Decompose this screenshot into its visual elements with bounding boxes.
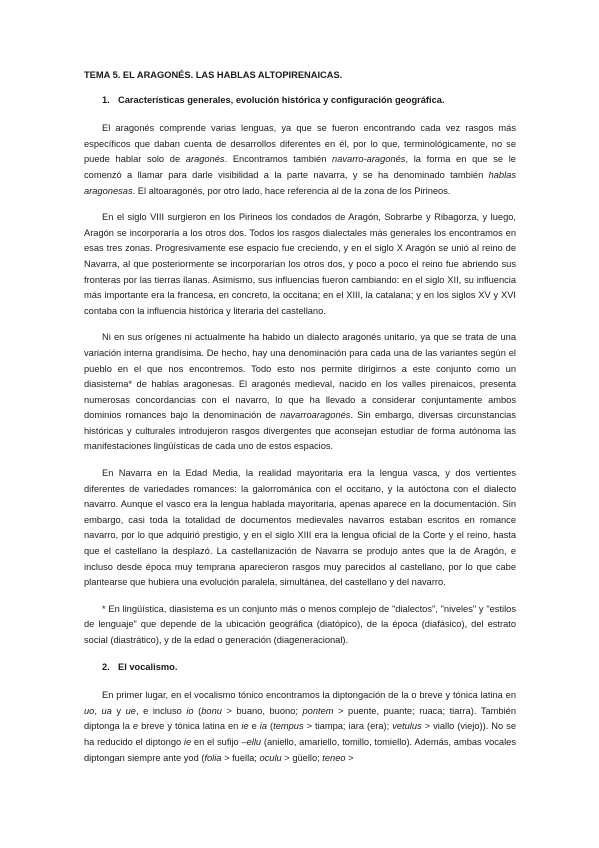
section-title: Características generales, evolución histórica y configuración geográfica.: [118, 94, 445, 105]
section-heading-2: [102, 660, 516, 676]
italic-term: tempus: [273, 721, 304, 732]
paragraph-5: En primer lugar, en el vocalismo tónico encontramos la diptongación de la o breve y tónica latina en uo, ua y ue, e incluso io (bonu > buano, buono; pontem > puente, puante; ruaca; tiarra). También diptonga la e breve y tónica latina en ie e ia (tempus > tiampa; iara (era); vetulus > viallo (viejo)). No se ha reducido el diptongo ie en el sufijo –ellu (aniello, amariello, tomillo, tomiello). Además, ambas vocales diptongan siempre ante yod (folia > fuella; oculu > güello; teneo >: [84, 690, 516, 763]
italic-term: ua: [101, 705, 112, 716]
paragraph-2: En el siglo VIII surgieron en los Pirineos los condados de Aragón, Sobrarbe y Ribagorza, y luego, Aragón se incorporaría a los otros dos. Todos los rasgos dialectales más generales los encontramos en esas tres zonas. Progresivamente ese espacio fue creciendo, y en el siglo X Aragón se unió al reino de Navarra, al que posteriormente se incorporarían los otros dos, y poco a poco el reino fue abriendo sus fronteras por las tierras llanas. Asimismo, sus influencias fueron cambiando: en el siglo XII, su influencia más importante era la francesa, en concreto, la occitana; en el XIII, la catalana; y en los siglos XV y XVI contaba con la influencia histórica y literaria del castellano.: [84, 212, 516, 316]
italic-term: teneo: [322, 752, 346, 763]
italic-term: bonu: [201, 705, 222, 716]
section-title: El vocalismo.: [118, 661, 178, 672]
italic-term: ie: [183, 736, 192, 747]
italic-term: vetulus: [392, 721, 422, 732]
italic-term: ellu: [246, 736, 262, 747]
italic-term: hablas aragonesas: [84, 169, 516, 196]
italic-term: aragonés: [185, 154, 225, 165]
italic-term: io: [186, 705, 194, 716]
italic-term: ue: [125, 705, 136, 716]
italic-term: folia: [204, 752, 222, 763]
paragraph-4: En Navarra en la Edad Media, la realidad mayoritaria era la lengua vasca, y dos vertientes diferentes de variedades romances: la galorrománica con el occitano, y la autóctona con el dialecto navarro. Aunque el vasco era la lengua hablada mayoritaria, apenas aparece en la documentación. Sin embargo, casi toda la totalidad de documentos medievales navarros estaban escritos en romance navarro, por lo que adquirió prestigio, y en el siglo XIII era la lengua oficial de la Corte y el reino, hasta que el castellano la desplazó. La castellanización de Navarra se produjo antes que la de Aragón, e incluso desde época muy temprana aparecieron rasgos muy parecidos al castellano, por lo que cabe plantearse que hubiera una evolución paralela, simultánea, del castellano y del navarro.: [84, 468, 516, 588]
section-number: 2.: [102, 661, 110, 672]
italic-term: pontem: [302, 705, 334, 716]
footnote-diasistema: * En lingüística, diasistema es un conjunto más o menos complejo de "dialectos", "niveles" y "estilos de lenguaje" que depende de la ubicación geográfica (diatópico), de la época (diafásico), del estrato social (diastrático), y de la edad o generación (diageneracional).: [84, 603, 516, 645]
italic-term: ie: [241, 721, 249, 732]
document-page: [84, 68, 516, 777]
italic-term: uo: [84, 705, 95, 716]
italic-term: ia: [259, 721, 268, 732]
italic-term: e: [132, 721, 139, 732]
italic-term: navarro-aragonés: [332, 154, 406, 165]
italic-term: navarroaragonés: [280, 410, 351, 421]
section-heading-1: [102, 93, 516, 109]
section-number: 1.: [102, 94, 110, 105]
italic-term: oculu: [259, 752, 282, 763]
document-title: TEMA 5. EL ARAGONÉS. LAS HABLAS ALTOPIRENAICAS.: [84, 70, 343, 80]
paragraph-3: Ni en sus orígenes ni actualmente ha habido un dialecto aragonés unitario, ya que se trata de una variación interna grandísima. De hecho, hay una denominación para cada una de las variantes según el pueblo en el que nos encontremos. Todo esto nos permite dirigirnos a este conjunto como un diasistema* de hablas aragonesas. El aragonés medieval, nacido en los valles pirenaicos, presenta numerosas concordancias con el navarro, lo que ha llevado a considerar conjuntamente ambos dominios romances bajo la denominación de navarroaragonés. Sin embargo, diversas circunstancias históricas y culturales introdujeron rasgos divergentes que aconsejan estudiar de forma autónoma las manifestaciones lingüísticas de cada uno de estos espacios.: [84, 332, 516, 452]
paragraph-1: El aragonés comprende varias lenguas, ya que se fueron encontrando cada vez rasgos más específicos que daban cuenta de desarrollos diferentes en él, por lo que, terminológicamente, no se puede hablar solo de aragonés. Encontramos también navarro-aragonés, la forma en que se le comenzó a llamar para darle visibilidad a la parte navarra, y se ha denominado también hablas aragonesas. El altoaragonés, por otro lado, hace referencia al de la zona de los Pirineos.: [84, 123, 516, 196]
